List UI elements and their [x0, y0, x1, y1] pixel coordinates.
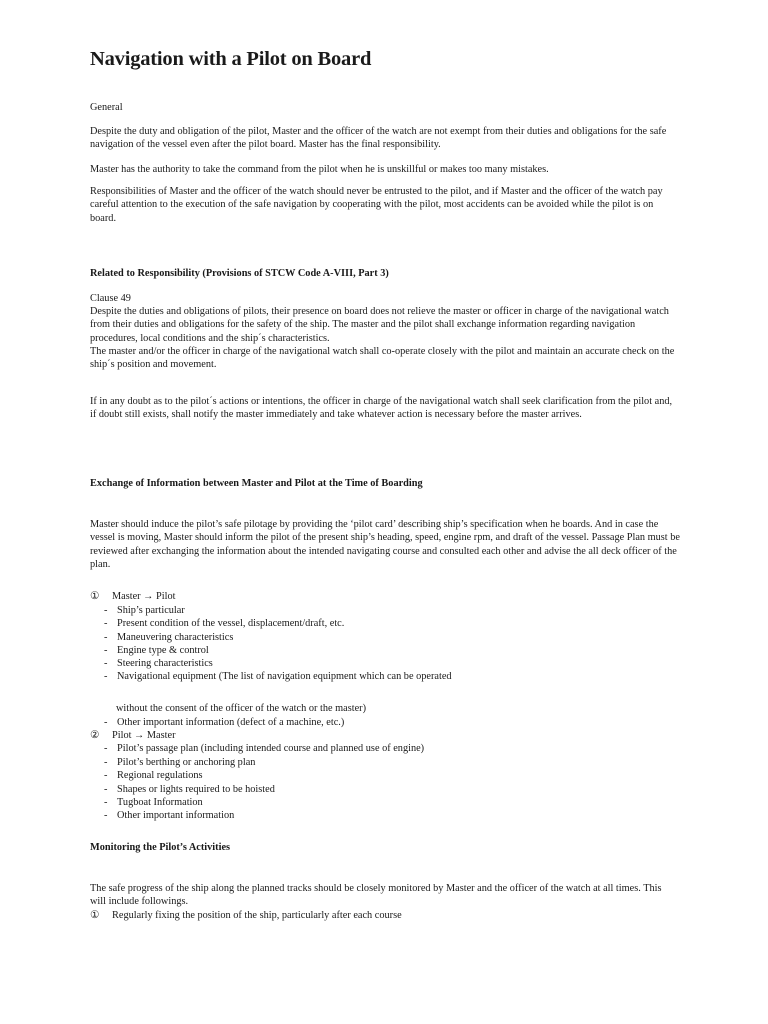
list-item: - Shapes or lights required to be hoisted [104, 784, 275, 795]
page-title: Navigation with a Pilot on Board [90, 48, 372, 70]
list-heading-master-to-pilot [90, 590, 176, 603]
list-item: - Other important information [104, 810, 235, 821]
monitoring-heading: Monitoring the Pilot’s Activities [90, 842, 231, 853]
list-heading-pilot-to-master [90, 729, 176, 742]
list-label: Pilot → Master [112, 730, 176, 741]
list-item: - Pilot’s berthing or anchoring plan [104, 757, 256, 768]
list-item: - Other important information (defect of a machine, etc.) [104, 717, 345, 728]
list-item: - Steering characteristics [104, 658, 213, 669]
general-paragraph-2: Master has the authority to take the command from the pilot when he is unskillful or makes too many mistakes. [90, 164, 549, 175]
exchange-paragraph-1: Master should induce the pilot’s safe pilotage by providing the ‘pilot card’ describing ship’s specification when he boards. And in case the vessel is moving, Master should inform the pilot of the present ship’s heading, speed, engine rpm, and draft of the vessel. Passage Plan must be reviewed after exchanging the information about the intended navigating course and consulted each other and advise the all deck officer of the plan. [90, 519, 680, 571]
list-number: ② [90, 730, 100, 741]
responsibility-paragraph-1: Despite the duties and obligations of pilots, their presence on board does not relieve the master or officer in charge of the navigational watch from their duties and obligations for the safety of the ship. The master and the pilot shall exchange information regarding navigation procedures, local conditions and the ship´s characteristics. [90, 306, 669, 344]
responsibility-paragraph-3: If in any doubt as to the pilot´s actions or intentions, the officer in charge of the navigational watch shall seek clarification from the pilot and, if doubt still exists, shall notify the master immediately and take whatever action is necessary before the master arrives. [90, 396, 673, 421]
list-item: - Tugboat Information [104, 797, 203, 808]
responsibility-heading: Related to Responsibility (Provisions of STCW Code A-VIII, Part 3) [90, 268, 389, 279]
list-item: - Pilot’s passage plan (including intended course and planned use of engine) [104, 743, 425, 754]
general-paragraph-1: Despite the duty and obligation of the pilot, Master and the officer of the watch are not exempt from their duties and obligations for the safe navigation of the vessel even after the pilot board. Master has the final responsibility. [90, 126, 667, 151]
list-number: ① [90, 591, 100, 602]
list-item-continuation: without the consent of the officer of the watch or the master) [116, 703, 366, 714]
list-item: - Engine type & control [104, 645, 209, 656]
clause-label: Clause 49 [90, 293, 131, 304]
list-number: ① [90, 910, 100, 921]
list-item: - Regional regulations [104, 770, 203, 781]
general-heading: General [90, 102, 123, 113]
monitoring-paragraph-1: The safe progress of the ship along the planned tracks should be closely monitored by Master and the officer of the watch at all times. This will include followings. [90, 883, 662, 908]
monitoring-list-item: ① Regularly fixing the position of the ship, particularly after each course [90, 910, 402, 921]
general-paragraph-3: Responsibilities of Master and the officer of the watch should never be entrusted to the pilot, and if Master and the officer of the watch pay careful attention to the execution of the safe navigation by cooperating with the pilot, most accidents can be avoided while the pilot is on board. [90, 186, 663, 224]
list-label: Master → Pilot [112, 591, 176, 602]
exchange-heading: Exchange of Information between Master and Pilot at the Time of Boarding [90, 478, 423, 489]
responsibility-paragraph-2: The master and/or the officer in charge of the navigational watch shall co-operate closely with the pilot and maintain an accurate check on the ship´s position and movement. [90, 346, 675, 371]
list-item: - Ship’s particular [104, 605, 185, 616]
list-item: - Maneuvering characteristics [104, 632, 234, 643]
list-item: - Navigational equipment (The list of navigation equipment which can be operated [104, 671, 452, 682]
list-item: - Present condition of the vessel, displacement/draft, etc. [104, 618, 345, 629]
